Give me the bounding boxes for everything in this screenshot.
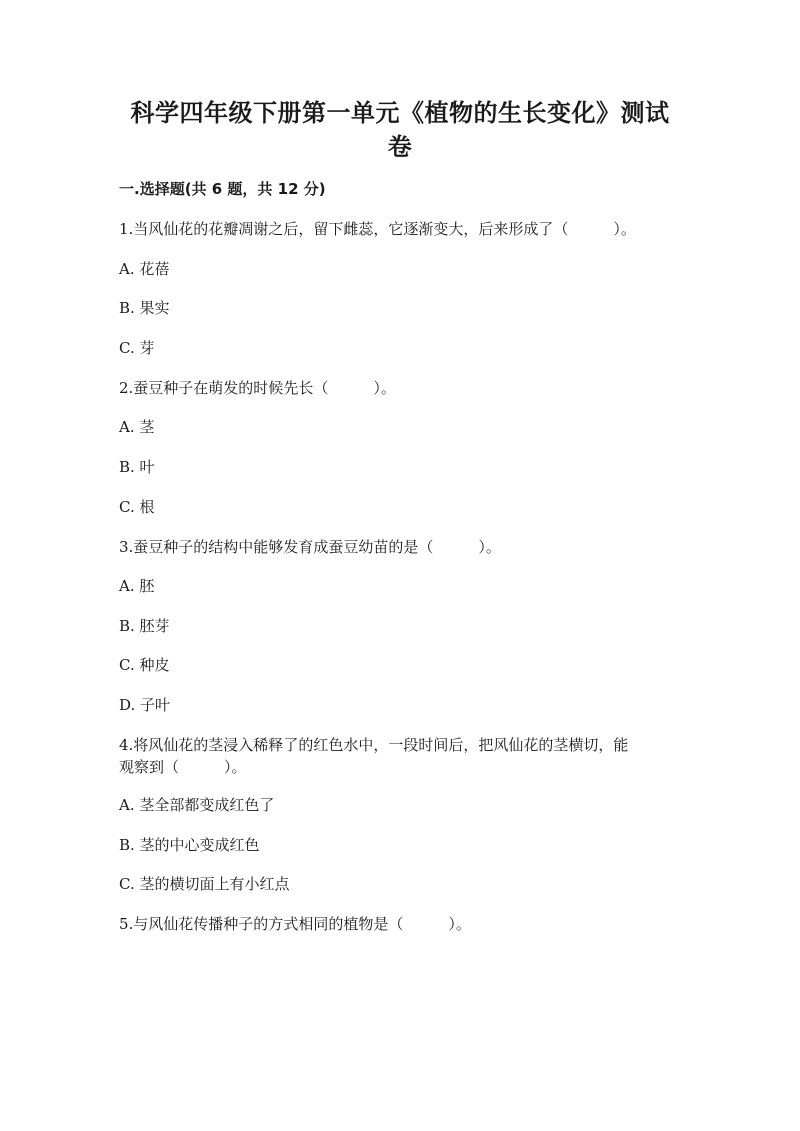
document-title-line-1: 科学四年级下册第一单元《植物的生长变化》测试 — [130, 99, 670, 127]
question-3-option-a: A. 胚 — [119, 577, 155, 595]
question-2-text: 2.蚕豆种子在萌发的时候先长（ ）。 — [119, 379, 396, 397]
question-4-option-c: C. 茎的横切面上有小红点 — [119, 875, 290, 893]
section-heading: 一.选择题(共 6 题，共 12 分) — [119, 180, 326, 198]
question-4-text-line-1: 4.将风仙花的茎浸入稀释了的红色水中，一段时间后，把风仙花的茎横切，能 — [119, 736, 629, 754]
question-1-text: 1.当风仙花的花瓣凋谢之后，留下雌蕊，它逐渐变大，后来形成了（ ）。 — [119, 220, 636, 238]
question-1-option-b: B. 果实 — [119, 299, 170, 317]
question-3-text: 3.蚕豆种子的结构中能够发育成蚕豆幼苗的是（ ）。 — [119, 538, 501, 556]
question-2-option-c: C. 根 — [119, 498, 155, 516]
question-1-option-c: C. 芽 — [119, 339, 155, 357]
question-1-option-a: A. 花蓓 — [119, 260, 170, 278]
question-5-text: 5.与风仙花传播种子的方式相同的植物是（ ）。 — [119, 915, 471, 933]
question-3-option-c: C. 种皮 — [119, 656, 170, 674]
question-2-option-b: B. 叶 — [119, 458, 155, 476]
question-4-option-b: B. 茎的中心变成红色 — [119, 836, 260, 854]
question-3-option-b: B. 胚芽 — [119, 617, 170, 635]
question-4-option-a: A. 茎全部都变成红色了 — [119, 796, 275, 814]
question-3-option-d: D. 子叶 — [119, 696, 171, 714]
question-2-option-a: A. 茎 — [119, 418, 155, 436]
document-title-line-2: 卷 — [387, 133, 413, 161]
question-4-text-line-2: 观察到（ ）。 — [119, 758, 247, 776]
